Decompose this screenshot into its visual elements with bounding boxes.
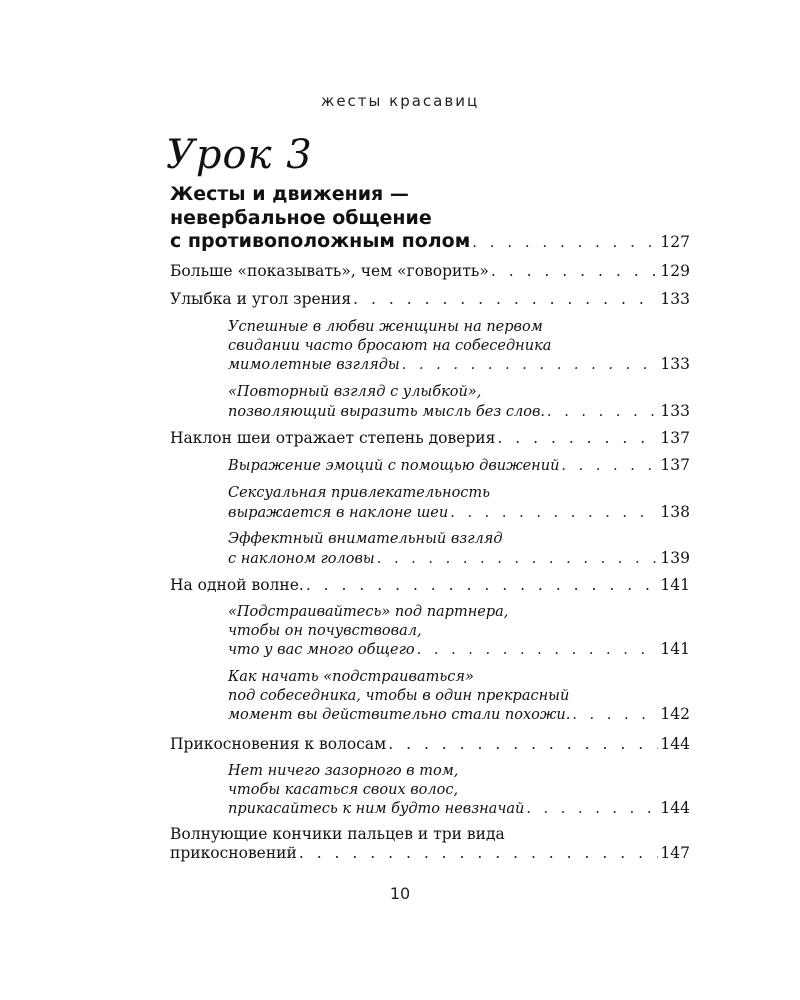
chapter-title-last-line xyxy=(170,230,690,255)
entry-text: На одной волне. xyxy=(170,576,304,594)
entry-text: Как начать «подстраиваться» xyxy=(228,669,474,685)
dot-leader xyxy=(377,550,659,569)
entry-text: прикосновений xyxy=(170,843,297,862)
entry-text: Больше «показывать», чем «говорить» xyxy=(170,262,489,280)
dot-leader xyxy=(561,457,658,476)
toc-entry xyxy=(170,290,690,309)
entry-text: Наклон шеи отражает степень доверия xyxy=(170,429,496,447)
entry-text: Улыбка и угол зрения xyxy=(170,290,352,308)
dot-leader xyxy=(353,290,658,309)
chapter-title-line: невербальное общение xyxy=(170,206,432,229)
toc-subentry xyxy=(228,603,690,660)
dot-leader xyxy=(491,262,659,281)
chapter-title-line: с противоположным полом xyxy=(170,230,471,252)
dot-leader xyxy=(572,706,658,725)
chapter-title-line: Жесты и движения — xyxy=(170,183,409,205)
page-ref: 138 xyxy=(660,502,690,521)
page-ref: 133 xyxy=(660,290,690,308)
dot-leader xyxy=(299,844,659,863)
toc-subentry xyxy=(228,456,690,476)
page-ref: 129 xyxy=(660,262,690,280)
entry-text: выражается в наклоне шеи xyxy=(228,504,449,521)
entry-text: Эффектный внимательный взгляд xyxy=(228,531,503,547)
page-ref: 141 xyxy=(660,576,690,594)
dot-leader xyxy=(497,429,658,448)
toc-entry xyxy=(170,576,690,595)
page-ref: 127 xyxy=(660,233,690,251)
dot-leader xyxy=(417,641,659,660)
entry-text: чтобы он почувствовал, xyxy=(228,622,422,639)
dot-leader xyxy=(526,800,658,819)
running-head: жесты красавиц xyxy=(320,92,480,110)
toc-subentry xyxy=(228,762,690,819)
page-ref: 142 xyxy=(660,705,690,723)
toc-entry xyxy=(170,735,690,754)
page-ref: 133 xyxy=(660,355,690,373)
page-ref: 137 xyxy=(660,456,690,474)
entry-text: чтобы касаться своих волос, xyxy=(228,781,459,798)
dot-leader xyxy=(472,231,658,255)
dot-leader xyxy=(388,735,658,754)
page-ref: 144 xyxy=(660,735,690,753)
entry-text: Сексуальная привлекательность xyxy=(228,485,491,501)
entry-text: Волнующие кончики пальцев и три вида xyxy=(170,825,505,843)
entry-text: с наклоном головы xyxy=(228,550,375,567)
entry-text: что у вас много общего xyxy=(228,642,415,658)
entry-text: Выражение эмоций с помощью движений xyxy=(228,458,560,474)
entry-text: момент вы действительно стали похожи. xyxy=(228,707,571,723)
page-ref: 144 xyxy=(660,799,690,817)
entry-text: «Повторный взгляд с улыбкой», xyxy=(228,384,482,400)
toc-subentry xyxy=(228,383,690,421)
toc-subentry xyxy=(228,530,690,568)
toc-entry xyxy=(170,262,690,281)
entry-text: позволяющий выразить мысль без слов. xyxy=(228,403,545,420)
entry-text: прикасайтесь к ним будто невзначай xyxy=(228,801,525,817)
dot-leader xyxy=(450,504,658,523)
dot-leader xyxy=(547,403,658,422)
dot-leader xyxy=(306,576,659,595)
entry-text: «Подстраивайтесь» под партнера, xyxy=(228,604,509,620)
page-ref: 133 xyxy=(660,401,690,420)
chapter-heading xyxy=(170,183,690,255)
entry-text: под собеседника, чтобы в один прекрасный xyxy=(228,687,570,704)
page-ref: 139 xyxy=(660,548,690,567)
page-ref: 147 xyxy=(660,843,690,862)
entry-text: Успешные в любви женщины на первом xyxy=(228,319,543,335)
page-ref: 141 xyxy=(660,640,690,658)
entry-text: мимолетные взгляды xyxy=(228,357,400,373)
lesson-title: Урок 3 xyxy=(166,132,313,178)
entry-text: Нет ничего зазорного в том, xyxy=(228,763,459,779)
entry-text: свидании часто бросают на собеседника xyxy=(228,337,552,354)
entry-text: Прикосновения к волосам xyxy=(170,735,387,753)
toc-subentry xyxy=(228,318,690,375)
toc-entry xyxy=(170,429,690,448)
toc-entry xyxy=(170,825,690,862)
dot-leader xyxy=(402,356,659,375)
toc-subentry xyxy=(228,484,690,522)
toc-subentry xyxy=(228,668,690,725)
page-ref: 137 xyxy=(660,429,690,447)
page-number: 10 xyxy=(389,884,411,903)
